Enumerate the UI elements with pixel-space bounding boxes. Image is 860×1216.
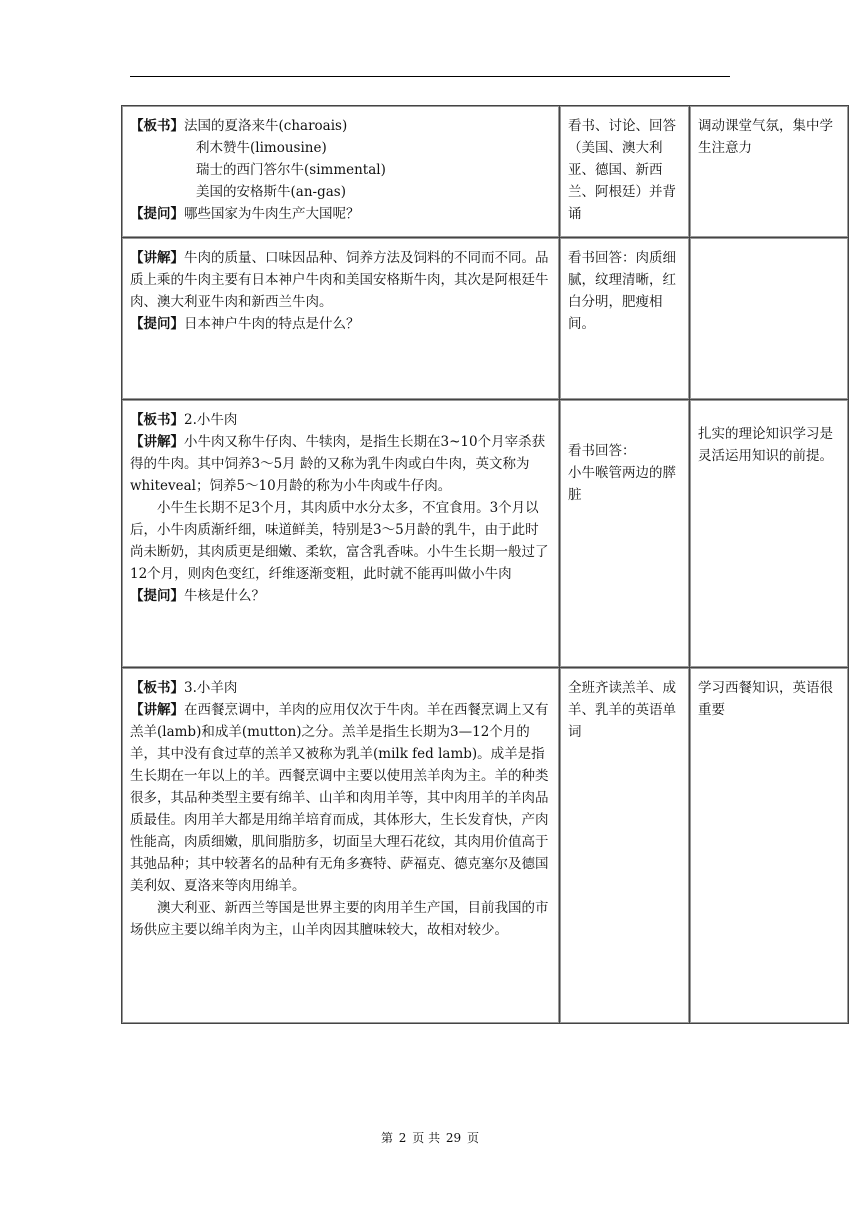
board-line: 瑞士的西门答尔牛(simmental) <box>196 162 386 178</box>
design-intent-text: 调动课堂气氛，集中学生注意力 <box>698 118 833 156</box>
table-row <box>122 668 849 1024</box>
question-tag: 【提问】 <box>130 206 184 222</box>
student-activity-text: 全班齐读羔羊、成羊、乳羊的英语单词 <box>568 680 676 740</box>
board-tag: 【板书】 <box>130 680 184 696</box>
page-number: 2 <box>398 1131 407 1145</box>
footer-suffix: 页 <box>467 1131 480 1145</box>
page-total: 29 <box>445 1131 462 1145</box>
student-activity-text: 看书、讨论、回答（美国、澳大利亚、德国、新西兰、阿根廷）并背诵 <box>568 118 676 222</box>
question-tag: 【提问】 <box>130 316 184 332</box>
design-intent-text: 学习西餐知识，英语很重要 <box>698 680 833 718</box>
explain-tag: 【讲解】 <box>130 250 184 266</box>
student-activity-cell <box>560 400 690 668</box>
board-tag: 【板书】 <box>130 412 184 428</box>
explain-tag: 【讲解】 <box>130 702 184 718</box>
footer-prefix: 第 <box>380 1131 393 1145</box>
board-text: 3.小羊肉 <box>184 680 238 696</box>
question-tag: 【提问】 <box>130 588 184 604</box>
design-intent-text: 扎实的理论知识学习是灵活运用知识的前提。 <box>698 426 833 464</box>
header-rule <box>130 76 730 77</box>
explain-text: 在西餐烹调中，羊肉的应用仅次于牛肉。羊在西餐烹调上又有羔羊(lamb)和成羊(mutton)之分。羔羊是指生长期为3—12个月的羊，其中没有食过草的羔羊又被称为乳羊(milk fed lamb)。成羊是指生长期在一年以上的羊。西餐烹调中主要以使用羔羊肉为主。羊的种类很多，其品种类型主要有绵羊、山羊和肉用羊等，其中肉用羊的羊肉品质最佳。肉用羊大都是用绵羊培育而成，其体形大，生长发育快，产肉性能高，肉质细嫩，肌间脂肪多，切面呈大理石花纹，其肉用价值高于其弛品种；其中较著名的品种有无角多赛特、萨福克、德克塞尔及德国美利奴、夏洛来等肉用绵羊。 <box>130 702 549 894</box>
explain-paragraph: 澳大利亚、新西兰等国是世界主要的肉用羊生产国，目前我国的市场供应主要以绵羊肉为主，山羊肉因其膻味较大，故相对较少。 <box>130 900 549 938</box>
page-footer <box>0 1129 860 1146</box>
board-line: 利木赞牛(limousine) <box>196 140 327 156</box>
table-row <box>122 106 849 238</box>
explain-tag: 【讲解】 <box>130 434 184 450</box>
question-text: 牛核是什么？ <box>184 588 265 604</box>
student-activity-cell <box>560 238 690 400</box>
teacher-activity-cell <box>122 400 560 668</box>
board-line: 法国的夏洛来牛(charoais) <box>184 118 348 134</box>
explain-text: 小牛肉又称牛仔肉、牛犊肉，是指生长期在3~10个月宰杀获得的牛肉。其中饲养3～5月 龄的又称为乳牛肉或白牛肉，英文称为whiteveal；饲养5～10月龄的称为小牛肉或牛仔肉。 <box>130 434 546 494</box>
design-intent-cell <box>690 400 849 668</box>
student-activity-text: 小牛喉管两边的膵脏 <box>568 465 676 503</box>
board-line: 美国的安格斯牛(an-gas) <box>196 184 346 200</box>
lesson-plan-table <box>121 105 849 1024</box>
table-row <box>122 238 849 400</box>
question-text: 日本神户牛肉的特点是什么？ <box>184 316 360 332</box>
board-text: 2.小牛肉 <box>184 412 238 428</box>
footer-middle: 页 共 <box>412 1131 441 1145</box>
design-intent-cell <box>690 668 849 1024</box>
teacher-activity-cell <box>122 238 560 400</box>
student-activity-title: 看书回答： <box>568 443 636 459</box>
teacher-activity-cell <box>122 668 560 1024</box>
teacher-activity-cell <box>122 106 560 238</box>
explain-text: 牛肉的质量、口味因品种、饲养方法及饲料的不同而不同。品质上乘的牛肉主要有日本神户牛肉和美国安格斯牛肉，其次是阿根廷牛肉、澳大利亚牛肉和新西兰牛肉。 <box>130 250 549 310</box>
design-intent-cell <box>690 238 849 400</box>
student-activity-cell <box>560 668 690 1024</box>
explain-paragraph: 小牛生长期不足3个月，其肉质中水分太多，不宜食用。3个月以后，小牛肉质渐纤细，味道鲜美，特别是3～5月龄的乳牛，由于此时尚未断奶，其肉质更是细嫩、柔软，富含乳香味。小牛生长期一般过了12个月，则肉色变红，纤维逐渐变粗，此时就不能再叫做小牛肉 <box>130 500 549 582</box>
table-row <box>122 400 849 668</box>
design-intent-cell <box>690 106 849 238</box>
question-text: 哪些国家为牛肉生产大国呢？ <box>184 206 360 222</box>
student-activity-cell <box>560 106 690 238</box>
student-activity-text: 看书回答：肉质细腻，纹理清晰，红白分明，肥瘦相间。 <box>568 250 676 332</box>
board-tag: 【板书】 <box>130 118 184 134</box>
